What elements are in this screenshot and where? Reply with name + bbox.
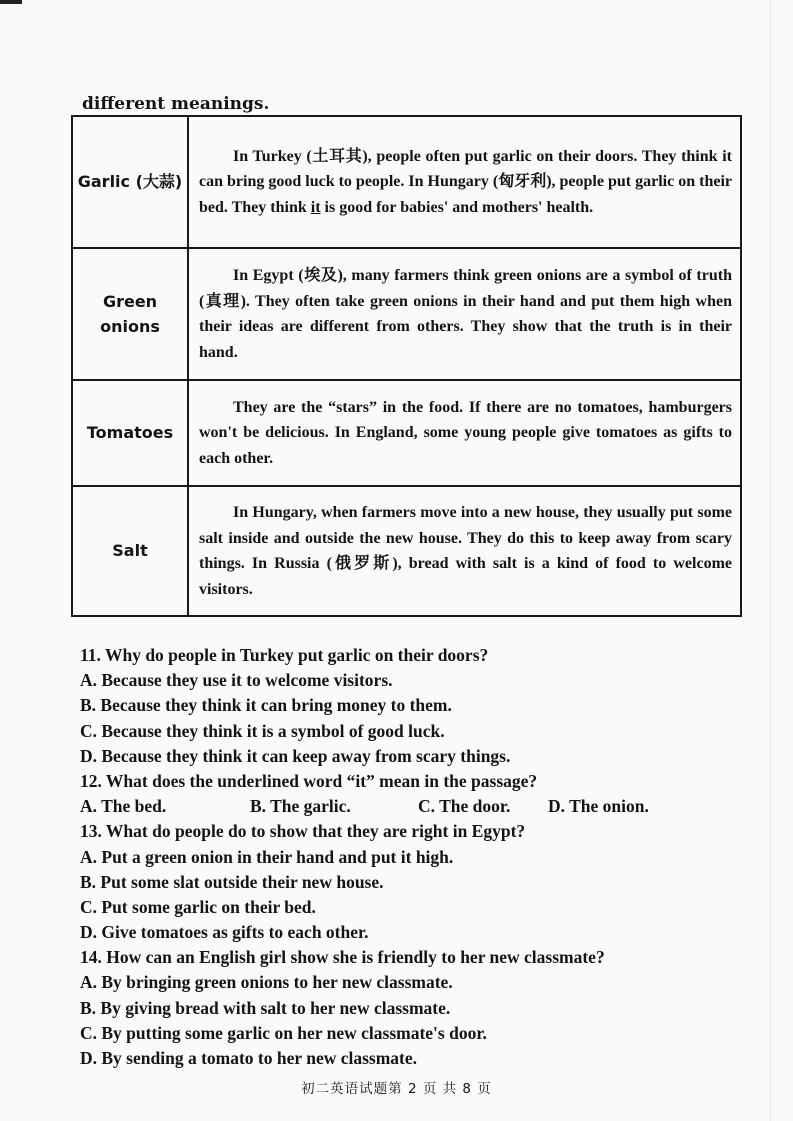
row-label-green-onions: Green onions [72, 248, 188, 380]
question-12-option-a: A. The bed. [80, 796, 167, 817]
desc-salt-text: In Hungary, when farmers move into a new house, they usually put some salt inside and outside the new house. They do this to keep away from scary things. In Russia (俄罗斯), bread with salt is a kind of food to welcome visitors. [199, 504, 732, 598]
desc-garlic-part-1: In Turkey (土耳其), people often put garlic on their doors. They think it can bring good luck to people. In Hungary (匈牙利), people put garlic on their bed. They think [199, 147, 732, 216]
question-13-option-c: C. Put some garlic on their bed. [80, 896, 316, 917]
desc-green-onions-text: In Egypt (埃及), many farmers think green onions are a symbol of truth (真理). They often take green onions in their hand and put them high when their ideas are different from others. They show that the truth is in their hand. [199, 267, 732, 361]
table-row-garlic [72, 116, 741, 248]
question-14-option-d: D. By sending a tomato to her new classmate. [80, 1048, 418, 1068]
desc-tomatoes-text: They are the “stars” in the food. If there are no tomatoes, hamburgers won't be delicious. In England, some young people give tomatoes as gifts to each other. [199, 398, 732, 467]
row-desc-salt [188, 486, 741, 616]
underlined-word-it: it [310, 198, 321, 216]
question-13-option-b: B. Put some slat outside their new house. [80, 871, 384, 892]
page-edge-line [770, 0, 771, 1121]
question-11-stem: 11. Why do people in Turkey put garlic on their doors? [80, 645, 489, 665]
question-14-option-b: B. By giving bread with salt to her new classmate. [80, 997, 451, 1018]
food-meanings-table [71, 115, 742, 617]
page-footer: 初二英语试题第 2 页 共 8 页 [301, 1081, 492, 1097]
table-row-tomatoes [72, 380, 741, 486]
question-11-option-b: B. Because they think it can bring money to them. [80, 695, 452, 716]
question-11-option-c: C. Because they think it is a symbol of good luck. [80, 720, 445, 741]
table-row-green-onions [72, 248, 741, 380]
questions-section [80, 643, 720, 1071]
intro-text: different meanings. [82, 94, 270, 114]
row-desc-garlic [188, 116, 741, 248]
row-desc-green-onions [188, 248, 741, 380]
table-row-salt [72, 486, 741, 616]
row-label-salt: Salt [72, 486, 188, 616]
question-11-option-a: A. Because they use it to welcome visitors. [80, 670, 393, 691]
question-12-option-b: B. The garlic. [250, 796, 351, 817]
question-13-option-a: A. Put a green onion in their hand and put it high. [80, 846, 454, 867]
question-12-stem: 12. What does the underlined word “it” mean in the passage? [80, 770, 538, 791]
scan-edge-mark [0, 0, 22, 4]
row-label-garlic: Garlic (大蒜) [72, 116, 188, 248]
question-14-stem: 14. How can an English girl show she is friendly to her new classmate? [80, 947, 605, 968]
question-14-option-a: A. By bringing green onions to her new classmate. [80, 972, 453, 993]
question-13-stem: 13. What do people do to show that they are right in Egypt? [80, 821, 526, 842]
question-12-option-c: C. The door. [418, 796, 511, 817]
question-11-option-d: D. Because they think it can keep away from scary things. [80, 745, 511, 766]
question-13-option-d: D. Give tomatoes as gifts to each other. [80, 922, 369, 943]
question-12-options [80, 794, 720, 819]
question-14-option-c: C. By putting some garlic on her new classmate's door. [80, 1022, 487, 1043]
row-desc-tomatoes [188, 380, 741, 486]
question-12-option-d: D. The onion. [548, 796, 649, 817]
desc-garlic-part-3: is good for babies' and mothers' health. [320, 198, 594, 216]
row-label-tomatoes: Tomatoes [72, 380, 188, 486]
